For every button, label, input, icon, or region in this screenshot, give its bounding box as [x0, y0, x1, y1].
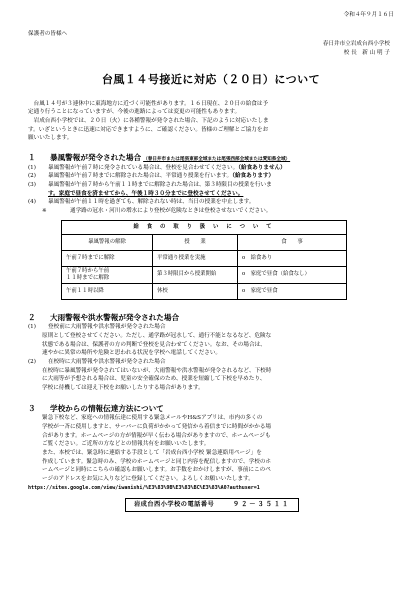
section-1-heading: [28, 152, 394, 164]
body-line: また、本校では、緊急時に連絡する手段として「岩成台西小学校 緊急連絡用ページ」を: [42, 450, 262, 457]
table-title: 給 食 の 取 り 扱 い に つ い て: [62, 220, 347, 234]
section-2-body: [28, 323, 394, 392]
notice-page: [28, 8, 394, 512]
body-line: 作成しています。緊急時のみ、学校のホームページと同じ内容を配信しますので、学校のホ: [42, 458, 272, 465]
table-cell: 第３時限目から授業開始: [153, 266, 238, 283]
list-item: (1) 暴風警報が午前７時に発令されている場合は、登校を見合わせてください。（給食ありません）: [28, 164, 286, 171]
list-item: (2) 在校時に大雨警報や洪水警報が発令された場合: [28, 359, 166, 366]
emergency-page-link[interactable]: https://sites.google.com/view/iwanishi/%E3%83%9B%E3%83%BC%E3%83%A0?authuser=1: [28, 484, 260, 491]
intro-line: す。いざというときに迅速に対応できますように、ご確認ください。皆様のご理解とご協力をお: [28, 126, 269, 133]
body-line: ージのアドレスをお気に入りなどに登録してください。よろしくお願いいたします。: [42, 476, 254, 483]
body-line: 学校が一斉に使用しますと、サーバーに負荷がかかって発信から着信までに時間がかかる場: [42, 424, 272, 431]
table-cell: 休校: [153, 283, 238, 299]
column-header: 暴風警報の解除: [62, 234, 153, 250]
greeting: 保護者の皆様へ: [28, 30, 68, 37]
intro-line: 台風１４号が３連休中に東海地方に近づく可能性があります。１６日現在、２０日の給食は予: [33, 100, 269, 107]
body-line: ームページと同時にこちらの確認もお願いします。お手数をおかけしますが、事前にこのペ: [42, 467, 271, 474]
table-cell: 平常通り授業を実施: [153, 250, 238, 266]
intro-paragraph: [28, 100, 394, 143]
table-row: [62, 250, 347, 266]
table-cell: 午前１１時以降: [62, 283, 153, 299]
list-item: (2) 暴風警報が午前７時までに解除された場合は、平常通り授業を行います。（給食あります）: [28, 173, 275, 180]
sender-principal: 校 長 新 山 明 子: [343, 49, 390, 56]
section-title: 暴風警報が発令された場合: [50, 152, 142, 162]
body-line: 速やかに異常の場所や危険と思われる状況を学校へ電話してください。: [42, 350, 222, 357]
column-header: 食 事: [238, 234, 347, 250]
body-line: に大雨等が予想される場合は、児童の安全確保のため、授業を短縮して下校を早めたり、: [42, 376, 266, 383]
phone-label: 岩成台西小学校の電話番号: [134, 501, 215, 509]
sender-school: 春日井市立岩成台西小学校: [322, 41, 390, 48]
section-number: ３: [28, 403, 36, 413]
page-title: 台風１４号接近に対応（２０日）について: [101, 72, 321, 86]
table-title-row: [62, 220, 347, 234]
list-item: す。家庭で昼食を済ませてから、午後１時３０分までに登校させてください。: [48, 190, 244, 197]
section-note: （春日井市または尾張東部全域または尾張西部全域または愛知県全域）: [143, 156, 291, 162]
phone-number-box: [125, 498, 299, 512]
table-cell: o 家庭で昼食（給食なし）: [238, 266, 347, 283]
table-cell: 午前７時から午前 １１時までに解除: [62, 266, 153, 283]
phone-number: ９２－３５１１: [232, 501, 291, 509]
section-3-heading: [28, 403, 394, 415]
section-3-body: [28, 414, 394, 492]
body-line: 原則として登校させてください。ただし、通学路が冠水して、通行不能となるなど、危険な: [42, 333, 272, 340]
section-title: 大雨警報や洪水警報が発令された場合: [50, 312, 180, 322]
table-row: [62, 266, 347, 283]
table-row: [62, 283, 347, 299]
intro-line: 定通り行うことになっていますが、今後の進路によっては変更の可能性もあります。: [28, 109, 241, 116]
section-title: 学校からの情報伝達方法について: [50, 403, 164, 413]
meal-table: [61, 220, 347, 300]
body-line: 在校時に暴風警報が発令されてはいないが、大雨警報や洪水警報が発令されるなど、下校時: [42, 367, 272, 374]
sender-block: [28, 40, 394, 57]
body-line: ご覧ください。ご近所の方などとの情報共有をお願いいたします。: [42, 441, 210, 448]
body-line: 緊急下校など、家庭への情報伝達に使用する緊急メールやH&Sアプリは、市内の多くの: [42, 415, 263, 422]
list-item: (1) 登校前に大雨警報や洪水警報が発令された場合: [28, 324, 166, 331]
issue-date: 令和４年９月１６日: [343, 12, 394, 18]
intro-line: 岩成台西小学校では、２０日（火）に各種警報が発令された場合、下記のように対応いたしま: [33, 117, 269, 124]
list-item: (4) 暴風警報が午前１１時を過ぎても、解除されない時は、当日の授業を中止します。: [28, 199, 255, 206]
list-item: ※ 通学路の冠水・河川の増水により登校が危険なときは登校させないでください。: [42, 208, 272, 214]
body-line: 学校に待機しては迎え下校をお願いしたりする場合があります。: [42, 385, 204, 392]
intro-line: 願いいたします。: [28, 135, 73, 142]
body-line: 合があります。ホームページの方が情報が早く伝わる場合がありますので、ホームページも: [42, 432, 271, 439]
column-header: 授 業: [153, 234, 238, 250]
section-number: １: [28, 152, 36, 162]
section-number: ２: [28, 312, 36, 322]
table-cell: o 給食あり: [238, 250, 347, 266]
list-item: (3) 暴風警報が午前７時から午前１１時までに解除された場合は、第３時限目の授業を行いま: [28, 182, 272, 189]
table-cell: 午前７時までに解除: [62, 250, 153, 266]
section-1-list: [28, 164, 394, 216]
table-header-row: [62, 234, 347, 250]
section-2-heading: [28, 312, 394, 324]
table-cell: o 家庭で昼食: [238, 283, 347, 299]
body-line: 状態である場合は、保護者の方の判断で登校を見合わせてください。なお、その場合は、: [42, 341, 266, 348]
